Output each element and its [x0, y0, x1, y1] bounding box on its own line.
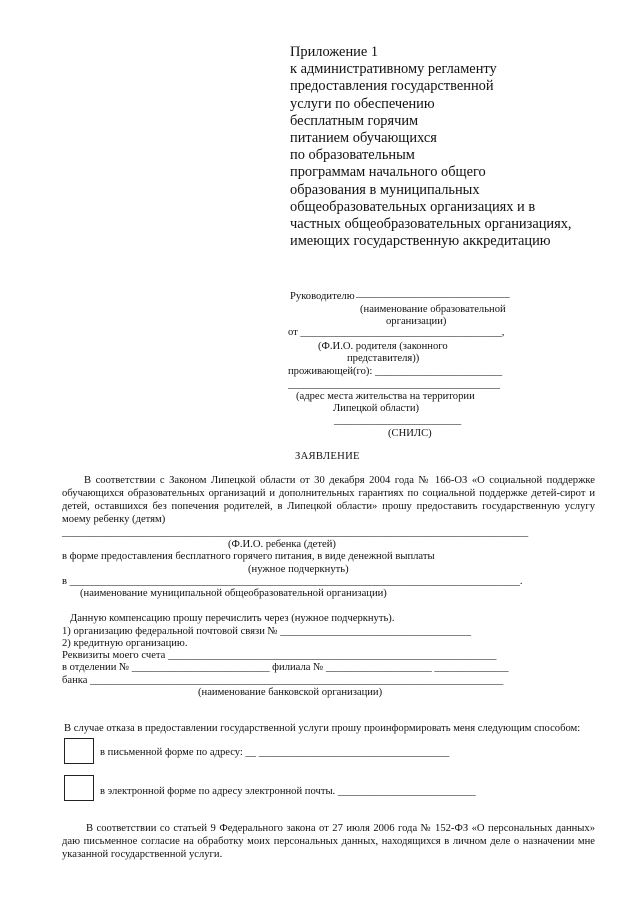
address-hint: (адрес места жительства на территории	[296, 391, 475, 402]
head-hint: организации)	[386, 316, 447, 327]
head-hint: (наименование образовательной	[360, 304, 506, 315]
payment-form-line: в форме предоставления бесплатного горячего питания, в виде денежной выплаты	[62, 551, 435, 562]
child-name-field[interactable]: ________________________________________________________________________________________	[62, 527, 529, 538]
parent-hint: (Ф.И.О. родителя (законного	[318, 341, 448, 352]
school-hint: (наименование муниципальной общеобразовательной организации)	[80, 588, 387, 599]
appendix-line: образования в муниципальных	[290, 181, 480, 198]
snils-field[interactable]: ________________________	[334, 415, 462, 426]
snils-hint: (СНИЛС)	[388, 428, 432, 439]
appendix-line: по образовательным	[290, 147, 415, 164]
head-field[interactable]: _____________________________	[356, 288, 510, 299]
appendix-line: частных общеобразовательных организациях,	[290, 216, 572, 233]
school-field[interactable]: в _____________________________________________________________________________________.	[62, 576, 523, 587]
appendix-block	[290, 44, 620, 250]
appendix-line: бесплатным горячим	[290, 112, 419, 129]
appendix-line: к административному регламенту	[290, 61, 497, 78]
appendix-line: имеющих государственную аккредитацию	[290, 233, 551, 250]
appendix-line: Приложение 1	[290, 44, 379, 60]
appendix-line: предоставления государственной	[290, 78, 494, 95]
compensation-line: Данную компенсацию прошу перечислить через (нужное подчеркнуть).	[70, 613, 395, 624]
bank-hint: (наименование банковской организации)	[198, 687, 383, 698]
application-paragraph: В соответствии с Законом Липецкой области от 30 декабря 2004 года № 166-ОЗ «О социальной поддержке обучающихся образовательных организаций и дополнительных гарантиях по социальной поддержке детей-сирот и детей, оставшихся без попечения родителей, в Липецкой области» прошу предоставить государственную услугу моему ребенку (детям)	[62, 475, 595, 525]
appendix-line: программам начального общего	[290, 164, 486, 181]
document-title: ЗАЯВЛЕНИЕ	[295, 451, 360, 462]
address-hint: Липецкой области)	[333, 403, 420, 414]
account-field[interactable]: Реквизиты моего счета ______________________________________________________________	[62, 650, 497, 661]
address-field[interactable]: ________________________________________	[288, 379, 500, 390]
head-label: Руководителю	[290, 291, 355, 302]
child-hint: (Ф.И.О. ребенка (детей)	[228, 539, 336, 550]
written-form-label: в письменной форме по адресу: __ ____________________________________	[100, 747, 450, 758]
email-form-checkbox[interactable]	[64, 775, 94, 801]
parent-hint: представителя))	[347, 353, 420, 364]
option-post-office[interactable]: 1) организацию федеральной почтовой связи № ____________________________________	[62, 626, 471, 637]
appendix-line: услуги по обеспечению	[290, 95, 435, 112]
consent-paragraph: В соответствии со статьей 9 Федерального закона от 27 июля 2006 года № 152-ФЗ «О персональных данных» даю письменное согласие на обработку моих персональных данных, находящихся в личном деле о назначении мне указанной государственной услуги.	[62, 823, 595, 860]
written-form-checkbox[interactable]	[64, 738, 94, 764]
branch-field[interactable]: в отделении № __________________________ филиала № ____________________ ______________	[62, 662, 509, 673]
bank-field[interactable]: банка ______________________________________________________________________________	[62, 675, 504, 686]
appendix-line: питанием обучающихся	[290, 130, 437, 147]
email-form-label: в электронной форме по адресу электронной почты. __________________________	[100, 786, 476, 797]
refusal-line: В случае отказа в предоставлении государственной услуги прошу проинформировать меня следующим способом:	[64, 723, 581, 734]
option-credit-org[interactable]: 2) кредитную организацию.	[62, 638, 188, 649]
parent-name-field[interactable]: от ______________________________________,	[288, 327, 505, 338]
address-field[interactable]: проживающей(го): ________________________	[288, 366, 503, 377]
appendix-line: общеобразовательных организациях и в	[290, 198, 536, 215]
underline-hint: (нужное подчеркнуть)	[248, 564, 349, 575]
